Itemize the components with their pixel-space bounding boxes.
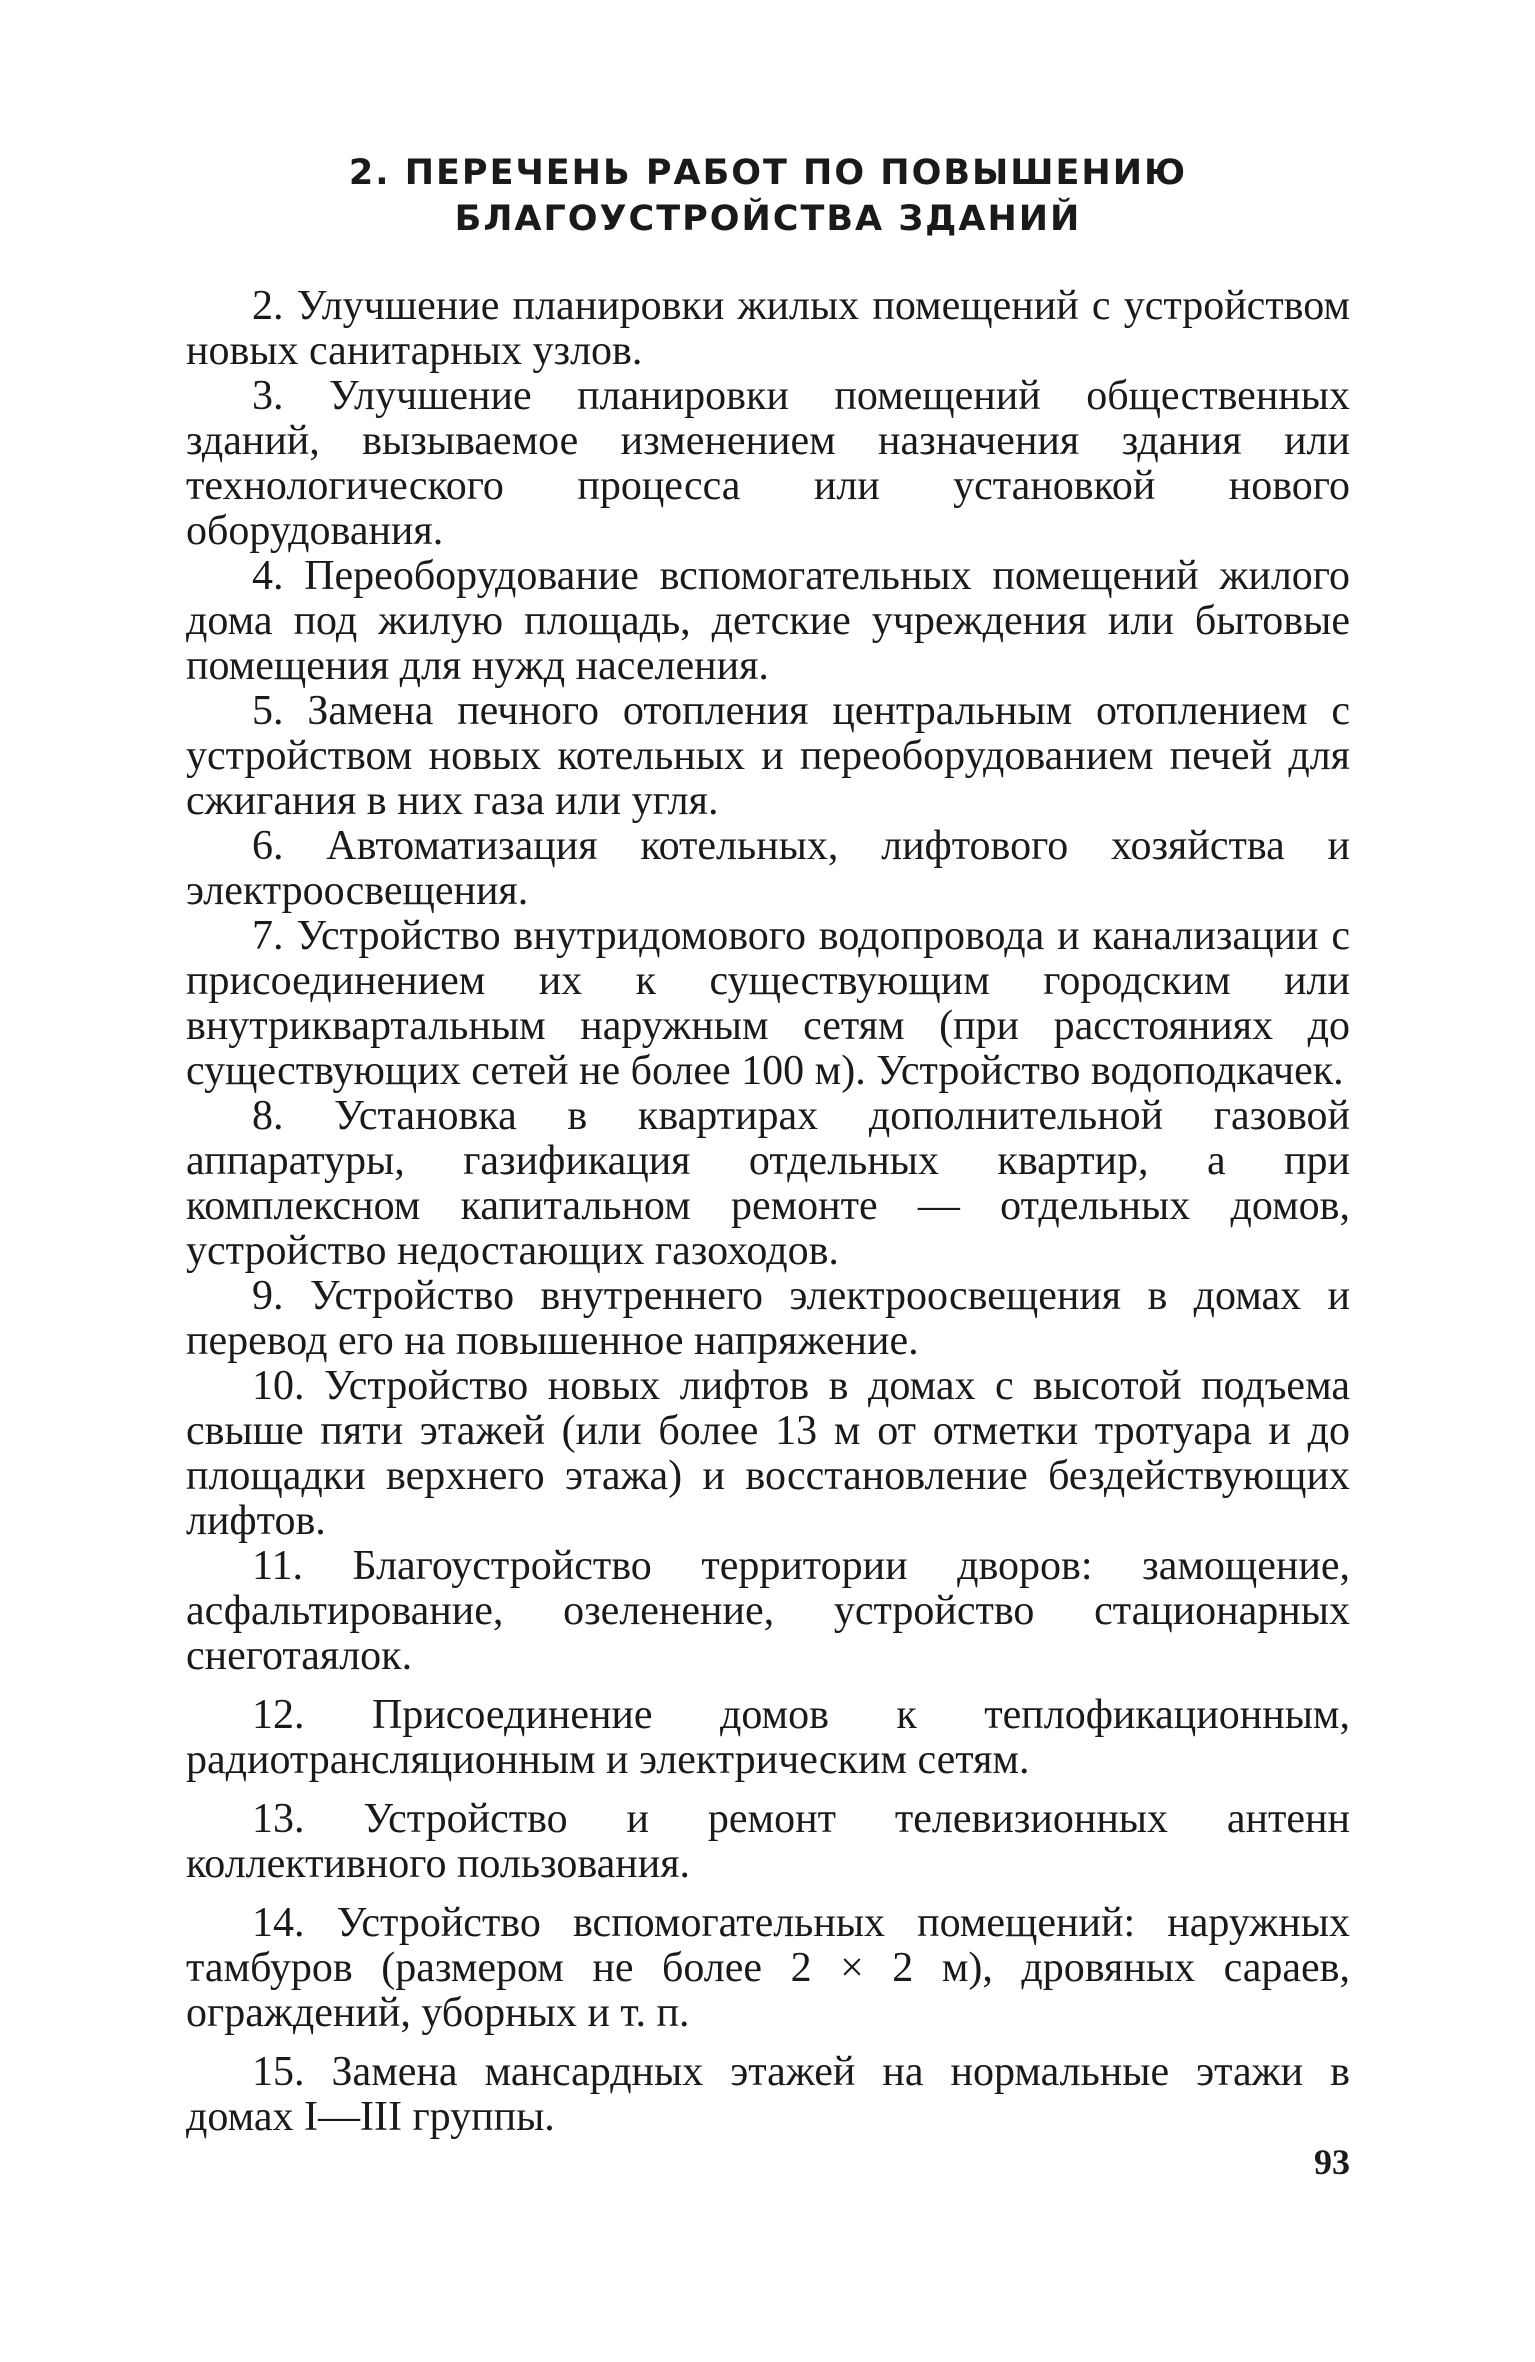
list-item: 9. Устройство внутреннего электроосвещения в домах и перевод его на повышенное напряжение. bbox=[186, 1273, 1350, 1364]
list-item: 14. Устройство вспомогательных помещений: наружных тамбуров (размером не более 2 × 2 м), дровяных сараев, ограждений, уборных и т. п. bbox=[186, 1900, 1350, 2036]
list-item: 5. Замена печного отопления центральным отоплением с устройством новых котельных и переоборудованием печей для сжигания в них газа или угля. bbox=[186, 688, 1350, 824]
list-item: 7. Устройство внутридомового водопровода и канализации с присоединением их к существующим городским или внутриквартальным наружным сетям (при расстояниях до существующих сетей не более 100 м). Устройство водоподкачек. bbox=[186, 913, 1350, 1094]
section-title bbox=[186, 150, 1350, 242]
work-list bbox=[186, 284, 1350, 2140]
document-page bbox=[186, 150, 1350, 2140]
list-item: 8. Установка в квартирах дополнительной газовой аппаратуры, газификация отдельных квартир, а при комплексном капитальном ремонте — отдельных домов, устройство недостающих газоходов. bbox=[186, 1093, 1350, 1274]
list-item: 15. Замена мансардных этажей на нормальные этажи в домах I—III группы. bbox=[186, 2049, 1350, 2140]
section-title-line-1: 2. ПЕРЕЧЕНЬ РАБОТ ПО ПОВЫШЕНИЮ bbox=[348, 153, 1188, 193]
section-title-line-2: БЛАГОУСТРОЙСТВА ЗДАНИЙ bbox=[454, 199, 1082, 239]
list-item: 6. Автоматизация котельных, лифтового хозяйства и электроосвещения. bbox=[186, 823, 1350, 914]
list-item: 12. Присоединение домов к теплофикационным, радиотрансляционным и электрическим сетям. bbox=[186, 1692, 1350, 1783]
list-item: 10. Устройство новых лифтов в домах с высотой подъема свыше пяти этажей (или более 13 м от отметки тротуара и до площадки верхнего этажа) и восстановление бездействующих лифтов. bbox=[186, 1363, 1350, 1544]
list-item: 4. Переоборудование вспомогательных помещений жилого дома под жилую площадь, детские учреждения или бытовые помещения для нужд населения. bbox=[186, 553, 1350, 689]
list-item: 13. Устройство и ремонт телевизионных антенн коллективного пользования. bbox=[186, 1796, 1350, 1887]
list-item: 11. Благоустройство территории дворов: замощение, асфальтирование, озеленение, устройство стационарных снеготаялок. bbox=[186, 1543, 1350, 1679]
list-item: 2. Улучшение планировки жилых помещений с устройством новых санитарных узлов. bbox=[186, 283, 1350, 374]
page-number: 93 bbox=[1314, 2142, 1350, 2182]
list-item: 3. Улучшение планировки помещений общественных зданий, вызываемое изменением назначения здания или технологического процесса или установкой нового оборудования. bbox=[186, 373, 1350, 554]
